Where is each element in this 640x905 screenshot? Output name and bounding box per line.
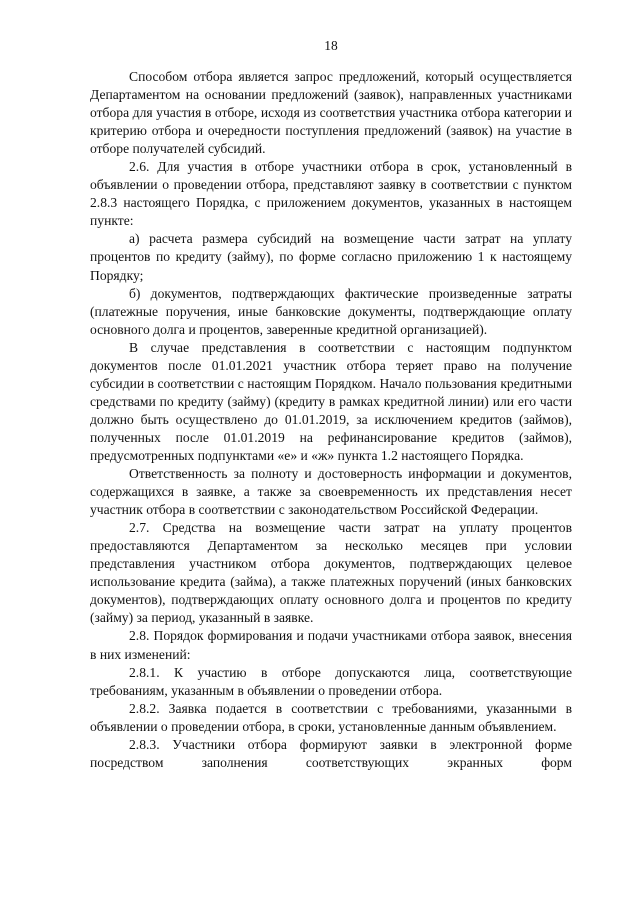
paragraph-2-6-b: б) документов, подтверждающих фактические произведенные затраты (платежные поручения, иные банковские документы, подтверждающие оплату основного долга и процентов, заверенные кредитной организацией). (90, 285, 572, 337)
document-page (90, 0, 572, 905)
page-number: 18 (324, 38, 338, 53)
paragraph-documents-deadline: В случае представления в соответствии с настоящим подпунктом документов после 01.01.2021 участник отбора теряет право на получение субсидии в соответствии с настоящим Порядком. Начало пользования кредитными средствами по кредиту (займу) (кредиту в рамках кредитной линии) или его части должно быть осуществлено до 01.01.2019, за исключением кредитов (займов), полученных после 01.01.2019 на рефинансирование кредитов (займов), предусмотренных подпунктами «е» и «ж» пункта 1.2 настоящего Порядка. (90, 339, 572, 463)
paragraph-2-6: 2.6. Для участия в отборе участники отбора в срок, установленный в объявлении о проведении отбора, представляют заявку в соответствии с пунктом 2.8.3 настоящего Порядка, с приложением документов, указанных в настоящем пункте: (90, 159, 572, 229)
paragraph-2-7: 2.7. Средства на возмещение части затрат на уплату процентов предоставляются Департаментом за несколько месяцев при условии представления участником отбора документов, подтверждающих целевое использование кредита (займа), а также платежных поручений (иных банковских документов), подтверждающих оплату основного долга и процентов по кредиту (займу) за период, указанный в заявке. (90, 520, 572, 626)
document-body (90, 68, 572, 772)
paragraph-selection-method: Способом отбора является запрос предложений, который осуществляется Департаментом на основании предложений (заявок), направленных участниками отбора для участия в отборе, исходя из соответствия участника отбора категории и критерию отбора и очередности поступления предложений (заявок) на участие в отборе получателей субсидий. (90, 69, 572, 157)
paragraph-2-6-a: а) расчета размера субсидий на возмещение части затрат на уплату процентов по кредиту (займу), по форме согласно приложению 1 к настоящему Порядку; (90, 231, 572, 283)
paragraph-2-8-3: 2.8.3. Участники отбора формируют заявки в электронной форме посредством заполнения соответствующих экранных форм (90, 736, 572, 770)
paragraph-responsibility: Ответственность за полноту и достоверность информации и документов, содержащихся в заявке, а также за своевременность их представления несет участник отбора в соответствии с законодательством Российской Федерации. (90, 466, 572, 518)
paragraph-2-8-2: 2.8.2. Заявка подается в соответствии с требованиями, указанными в объявлении о проведении отбора, в сроки, установленные данным объявлением. (90, 700, 572, 734)
paragraph-2-8: 2.8. Порядок формирования и подачи участниками отбора заявок, внесения в них изменений: (90, 628, 572, 662)
paragraph-2-8-1: 2.8.1. К участию в отборе допускаются лица, соответствующие требованиям, указанным в объявлении о проведении отбора. (90, 664, 572, 698)
